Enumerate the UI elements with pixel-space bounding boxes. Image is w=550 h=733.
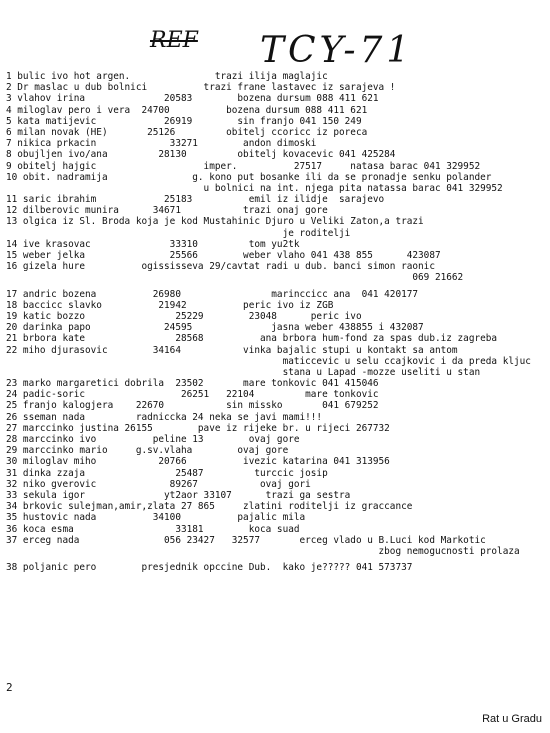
list-line: 5 kata matijevic 26919 sin franjo 041 150 249 <box>6 115 362 127</box>
list-line: 1 bulic ivo hot argen. trazi ilija maglajic <box>6 71 328 82</box>
list-line: maticcevic u selu ccajkovic i da preda kljuc <box>6 355 531 367</box>
list-line: 15 weber jelka 25566 weber vlaho 041 438 855 423087 <box>6 250 441 261</box>
list-line: 9 obitelj hajgic imper. 27517 natasa barac 041 329952 <box>6 160 481 172</box>
list-line: 28 marccinko ivo peline 13 ovaj gore <box>6 434 300 445</box>
list-line: 29 marccinko mario g.sv.vlaha ovaj gore <box>6 445 289 457</box>
list-line: 26 sseman nada radniccka 24 neka se javi mami!!! <box>6 411 323 423</box>
list-line: 10 obit. nadramija g. kono put bosanke ili da se pronadje senku polander <box>6 171 492 183</box>
list-line: 22 miho djurasovic 34164 vinka bajalic stupi u kontakt sa antom <box>6 344 458 356</box>
list-line: 32 niko gverovic 89267 ovaj gori <box>6 478 311 490</box>
list-line: 24 padic-soric 26251 22104 mare tonkovic <box>6 389 379 401</box>
list-line: stana u Lapad -mozze useliti u stan <box>6 366 481 378</box>
source-caption: Rat u Gradu <box>482 713 542 725</box>
list-line: 2 Dr maslac u dub bolnici trazi frane lastavec iz sarajeva ! <box>6 82 396 94</box>
list-line: 35 hustovic nada 34100 pajalic mila <box>6 512 306 524</box>
list-line: 36 koca esma 33181 koca suad <box>6 523 300 535</box>
list-line: 27 marccinko justina 26155 pave iz rijeke br. u rijeci 267732 <box>6 422 390 434</box>
list-line: 6 milan novak (HE) 25126 obitelj ccoricc iz poreca <box>6 126 368 138</box>
struck-heading: REF <box>150 28 198 53</box>
list-line: 23 marko margaretici dobrila 23502 mare tonkovic 041 415046 <box>6 378 379 390</box>
list-line: u bolnici na int. njega pita natassa barac 041 329952 <box>6 182 503 194</box>
list-line: 069 21662 <box>6 272 464 284</box>
list-line: zbog nemogucnosti prolaza <box>6 545 520 557</box>
list-line: 14 ive krasovac 33310 tom yu2tk <box>6 238 300 250</box>
list-line: 20 darinka papo 24595 jasna weber 438855 i 432087 <box>6 322 424 334</box>
list-line: 19 katic bozzo 25229 23048 peric ivo <box>6 310 362 322</box>
list-line: 17 andric bozena 26980 marinccicc ana 041 420177 <box>6 288 419 300</box>
missing-persons-list <box>6 71 550 573</box>
list-line: 38 poljanic pero presjednik opccine Dub. kako je????? 041 573737 <box>6 562 413 574</box>
list-line: 12 dilberovic munira 34671 trazi onaj gore <box>6 205 328 217</box>
list-line: 31 dinka zzaja 25487 turccic josip <box>6 467 328 479</box>
list-line: 18 baccicc slavko 21942 peric ivo iz ZGB <box>6 299 334 311</box>
handwritten-title: TCY-71 <box>260 30 414 71</box>
list-line: 25 franjo kalogjera 22670 sin missko 041 679252 <box>6 400 379 412</box>
list-line: 21 brbora kate 28568 ana brbora hum-fond za spas dub.iz zagreba <box>6 333 498 345</box>
list-line: 13 olgica iz Sl. Broda koja je kod Mustahinic Djuro u Veliki Zaton,a trazi <box>6 216 424 228</box>
list-line: 34 brkovic sulejman,amir,zlata 27 865 zlatini roditelji iz graccance <box>6 501 413 513</box>
list-line: 16 gizela hure ogississeva 29/cavtat radi u dub. banci simon raonic <box>6 261 435 273</box>
list-line: je roditelji <box>6 227 351 239</box>
list-line: 7 nikica prkacin 33271 andon dimoski <box>6 138 317 150</box>
list-line: 11 saric ibrahim 25183 emil iz ilidje sarajevo <box>6 194 385 206</box>
list-line: 3 vlahov irina 20583 bozena dursum 088 411 621 <box>6 93 379 105</box>
list-line: 37 erceg nada 056 23427 32577 erceg vlado u B.Luci kod Markotic <box>6 534 486 546</box>
page-number: 2 <box>6 681 13 694</box>
list-line: 4 miloglav pero i vera 24700 bozena dursum 088 411 621 <box>6 104 368 116</box>
list-line: 30 miloglav miho 20766 ivezic katarina 041 313956 <box>6 456 390 468</box>
list-line: 8 obujljen ivo/ana 28130 obitelj kovacevic 041 425284 <box>6 149 396 161</box>
list-line: 33 sekula igor yt2aor 33107 trazi ga sestra <box>6 489 351 501</box>
